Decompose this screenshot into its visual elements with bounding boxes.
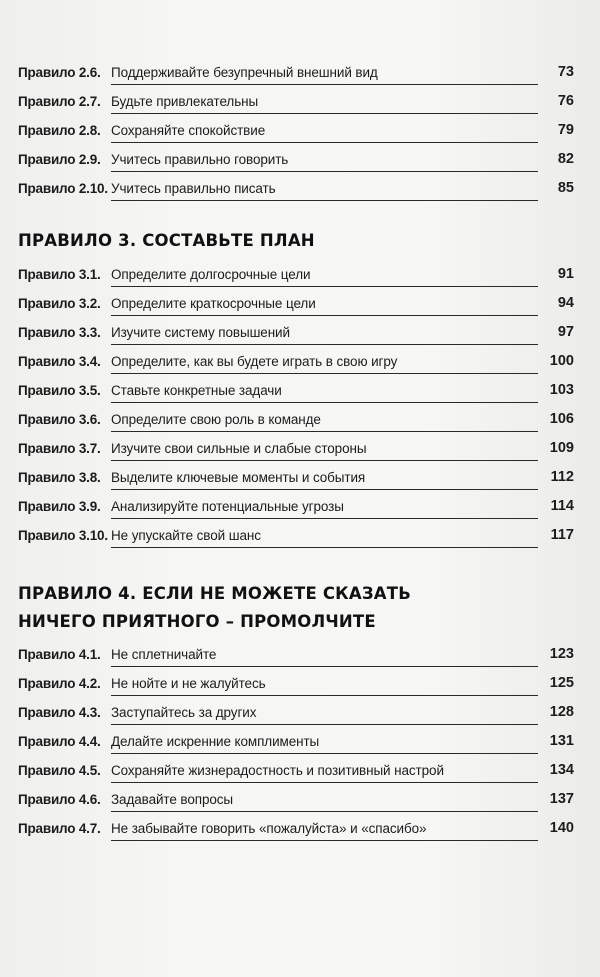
rule-number: Правило 3.7. — [18, 440, 101, 456]
toc-row — [18, 403, 574, 432]
rule-title: Не сплетничайте — [111, 648, 538, 668]
page-number: 100 — [549, 352, 574, 369]
toc-row — [18, 667, 574, 696]
rule-title: Изучите свои сильные и слабые стороны — [111, 442, 538, 462]
page-number: 85 — [557, 179, 574, 196]
page-number: 112 — [550, 468, 574, 485]
rule-number: Правило 4.2. — [18, 675, 101, 691]
page-number: 103 — [549, 381, 574, 398]
rule-number: Правило 2.10. — [18, 180, 108, 196]
rule-title: Делайте искренние комплименты — [111, 735, 538, 755]
page-number: 134 — [549, 761, 574, 778]
rule-title: Определите свою роль в команде — [111, 413, 538, 433]
rule-title: Ставьте конкретные задачи — [111, 384, 538, 404]
rule-title: Будьте привлекательны — [111, 95, 538, 115]
rule-number: Правило 3.2. — [18, 295, 101, 311]
section-3-heading: ПРАВИЛО 3. СОСТАВЬТЕ ПЛАН — [18, 231, 315, 250]
rule-title: Заступайтесь за других — [111, 706, 538, 726]
toc-row — [18, 461, 574, 490]
toc-row — [18, 374, 574, 403]
page-number: 131 — [549, 732, 574, 749]
rule-number: Правило 4.1. — [18, 646, 101, 662]
section-2-list — [18, 56, 574, 201]
toc-row — [18, 172, 574, 201]
rule-title: Изучите систему повышений — [111, 326, 538, 346]
rule-number: Правило 3.1. — [18, 266, 101, 282]
page-number: 125 — [549, 674, 574, 691]
section-4-list — [18, 638, 574, 841]
rule-number: Правило 4.3. — [18, 704, 101, 720]
page-number: 123 — [549, 645, 574, 662]
page-number: 79 — [557, 121, 574, 138]
rule-title: Не забывайте говорить «пожалуйста» и «спасибо» — [111, 822, 538, 842]
rule-number: Правило 3.9. — [18, 498, 101, 514]
rule-title: Сохраняйте жизнерадостность и позитивный настрой — [111, 764, 538, 784]
page-number: 114 — [550, 497, 574, 514]
section-3-list — [18, 258, 574, 548]
rule-number: Правило 4.4. — [18, 733, 101, 749]
rule-title: Не упускайте свой шанс — [111, 529, 538, 549]
rule-number: Правило 4.5. — [18, 762, 101, 778]
rule-number: Правило 3.5. — [18, 382, 101, 398]
rule-title: Поддерживайте безупречный внешний вид — [111, 66, 538, 86]
rule-title: Сохраняйте спокойствие — [111, 124, 538, 144]
toc-row — [18, 287, 574, 316]
section-4-heading-line-2: НИЧЕГО ПРИЯТНОГО – ПРОМОЛЧИТЕ — [18, 612, 376, 631]
page-number: 94 — [557, 294, 574, 311]
page-number: 117 — [550, 526, 574, 543]
table-of-contents — [18, 56, 574, 841]
toc-row — [18, 696, 574, 725]
rule-title: Определите, как вы будете играть в свою игру — [111, 355, 538, 375]
rule-title: Анализируйте потенциальные угрозы — [111, 500, 538, 520]
rule-number: Правило 2.8. — [18, 122, 101, 138]
rule-title: Определите краткосрочные цели — [111, 297, 538, 317]
rule-number: Правило 3.6. — [18, 411, 101, 427]
toc-row — [18, 258, 574, 287]
toc-row — [18, 345, 574, 374]
toc-row — [18, 490, 574, 519]
toc-row — [18, 432, 574, 461]
toc-row — [18, 85, 574, 114]
rule-title: Не нойте и не жалуйтесь — [111, 677, 538, 697]
rule-number: Правило 3.4. — [18, 353, 101, 369]
page-number: 73 — [557, 63, 574, 80]
toc-row — [18, 812, 574, 841]
toc-row — [18, 783, 574, 812]
page-number: 140 — [549, 819, 574, 836]
rule-title: Задавайте вопросы — [111, 793, 538, 813]
rule-number: Правило 3.10. — [18, 527, 108, 543]
rule-number: Правило 2.9. — [18, 151, 101, 167]
rule-title: Выделите ключевые моменты и события — [111, 471, 538, 491]
toc-row — [18, 754, 574, 783]
toc-row — [18, 638, 574, 667]
toc-row — [18, 316, 574, 345]
rule-number: Правило 2.6. — [18, 64, 101, 80]
toc-row — [18, 143, 574, 172]
rule-number: Правило 4.7. — [18, 820, 101, 836]
section-4-heading-line-1: ПРАВИЛО 4. ЕСЛИ НЕ МОЖЕТЕ СКАЗАТЬ — [18, 584, 411, 603]
rule-title: Учитесь правильно писать — [111, 182, 538, 202]
page-number: 106 — [549, 410, 574, 427]
rule-number: Правило 3.3. — [18, 324, 101, 340]
page-number: 97 — [557, 323, 574, 340]
page-number: 109 — [549, 439, 574, 456]
page-number: 91 — [557, 265, 574, 282]
rule-number: Правило 4.6. — [18, 791, 101, 807]
page-number: 128 — [549, 703, 574, 720]
section-4-heading — [18, 580, 574, 636]
page-number: 137 — [549, 790, 574, 807]
toc-row — [18, 114, 574, 143]
toc-row — [18, 519, 574, 548]
toc-row — [18, 725, 574, 754]
rule-number: Правило 2.7. — [18, 93, 101, 109]
page-number: 76 — [557, 92, 574, 109]
toc-row — [18, 56, 574, 85]
page-number: 82 — [557, 150, 574, 167]
rule-title: Определите долгосрочные цели — [111, 268, 538, 288]
rule-number: Правило 3.8. — [18, 469, 101, 485]
rule-title: Учитесь правильно говорить — [111, 153, 538, 173]
